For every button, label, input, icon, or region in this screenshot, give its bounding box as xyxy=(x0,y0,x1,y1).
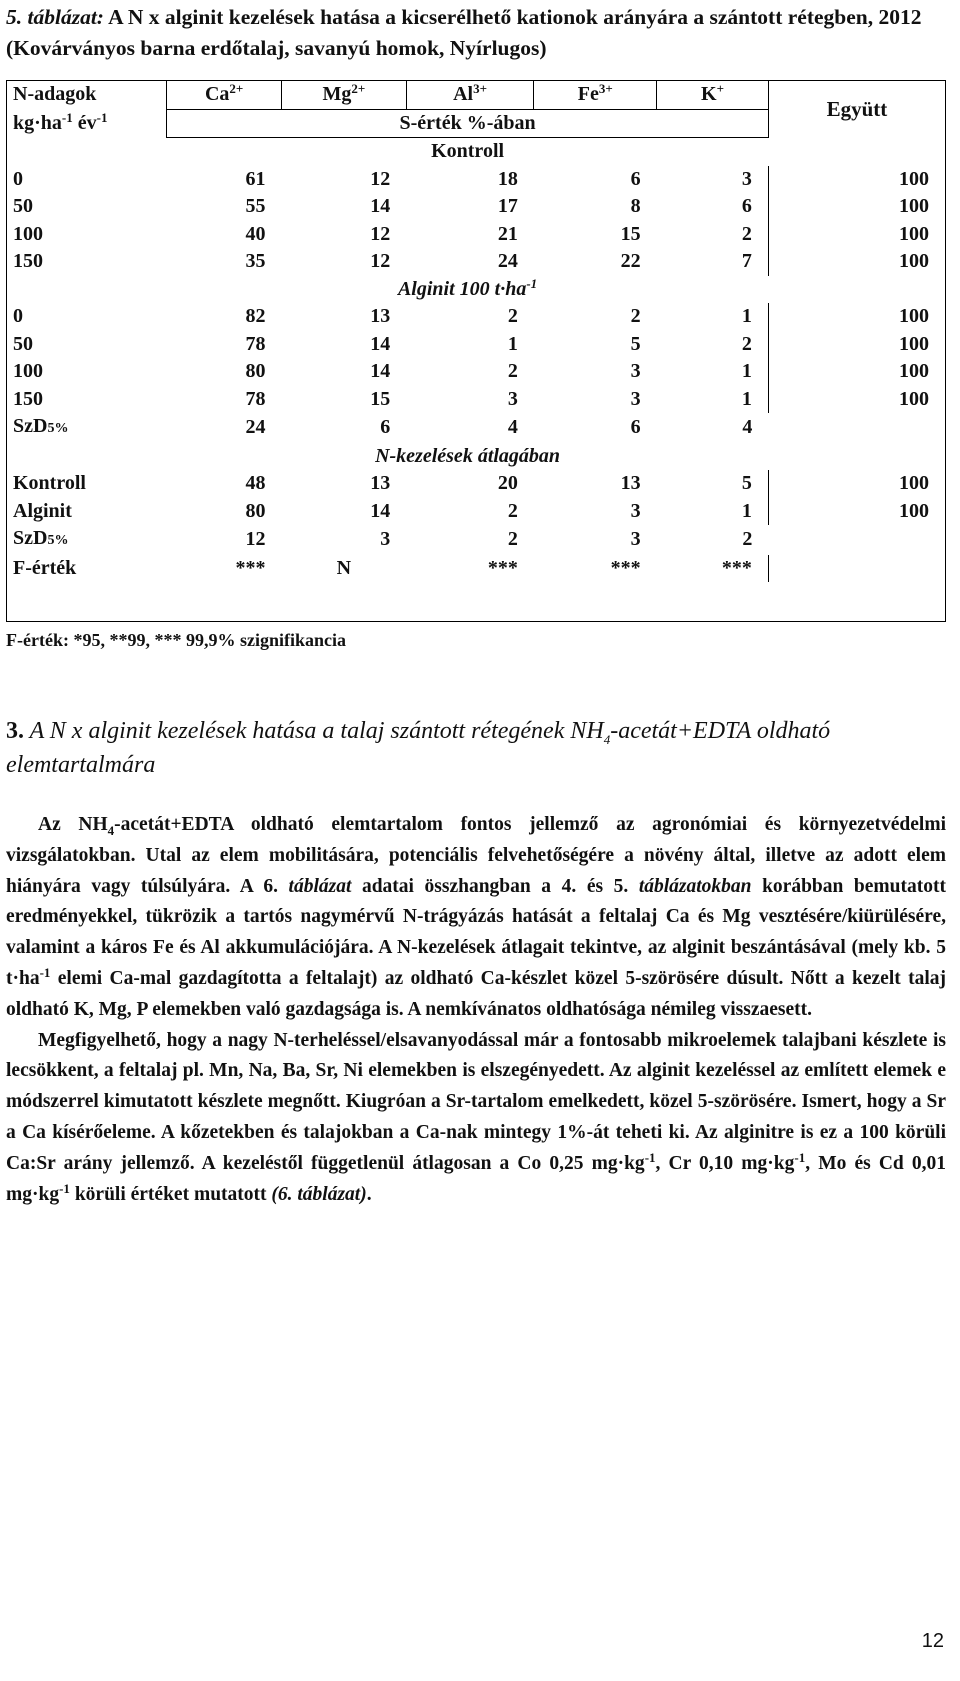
table-cell: 6 xyxy=(741,195,752,217)
table-cell-sum: 100 xyxy=(768,386,945,414)
table-cell-sum: 100 xyxy=(768,303,945,331)
table-row-label: 100 xyxy=(13,222,43,245)
table-cell: 5 xyxy=(741,472,752,494)
table-cell: 1 xyxy=(741,499,752,522)
szd-row-2 xyxy=(7,525,945,555)
table-cell: 14 xyxy=(370,195,391,217)
table-cell: 14 xyxy=(370,360,391,382)
paragraph-2: Megfigyelhető, hogy a nagy N-terheléssel/elsavanyodással már a fontosabb mikroelemek talajbani készlete is lecsökkent, a feltalaj pl. Mn, Na, Ba, Sr, Ni elemekben is elszegényedett. Az alginit kezeléssel az említett elemek e módszerrel kimutatott készlete megnőtt. Kiugróan a Sr-tartalom emelkedett, közel 5-szörösére. Ismert, hogy a Sr a Ca kísérőeleme. A kőzetekben és talajokban a Ca-nak mintegy 1%-át teheti ki. Az alginitre is ez a 100 körüli Ca:Sr arány jellemző. A kezeléstől függetlenül átlagosan a Co 0,25 $mg\cdot kg^{-1}$, Cr 0,10 $mg\cdot kg^{-1}$, Mo és Cd 0,01 $mg\cdot kg^{-1}$ körüli értéket mutatott (6. táblázat). xyxy=(6,1029,946,1205)
table-cell: 4 xyxy=(742,416,753,438)
header-together: Együtt xyxy=(768,81,945,138)
szd-label: SzD5% xyxy=(13,415,69,437)
f-value-label: F-érték xyxy=(13,556,77,579)
table-cell: 82 xyxy=(245,305,266,327)
table-caption-label: 5. táblázat: xyxy=(6,5,104,29)
table-cell: 15 xyxy=(620,222,641,245)
table-row-label: Kontroll xyxy=(13,472,86,494)
table-cell: 3 xyxy=(630,499,641,522)
header-s-value: S-érték %-ában xyxy=(167,109,769,138)
table-cell: 2 xyxy=(630,305,641,327)
table-row-label: 100 xyxy=(13,360,43,382)
paragraph-1: Az $NH_4-acetát+EDTA$ oldható elemtartalom fontos jellemző az agronómiai és környezetvédelmi vizsgálatokban. Utal az elem mobilitására, potenciális felvehetőségére a növény által, illetve az adott elem hiányára vagy túlsúlyára. A 6. táblázat adatai összhangban a 4. és 5. táblázatokban korábban bemutatott eredményekkel, tükrözik a tartós nagymérvű N-trágyázás hatását a feltalaj Ca és Mg vesztésére/kiürülésére, valamint a káros Fe és Al akkumulációjára. A N-kezelések átlagait tekintve, az alginit beszántásával (mely kb. 5 $t\cdot ha^{-1}$ elemi Ca-mal gazdagította a feltalajt) az oldható Ca-készlet közel 5-szörösére dúsult. Nőtt a kezelt talaj oldható K, Mg, P elemekben való gazdagsága is. A nemkívánatos oldhatósága némileg visszaesett. xyxy=(6,814,946,1020)
table-cell-sum: 100 xyxy=(768,358,945,386)
header-n-label: N-adagok xyxy=(13,83,97,106)
table-cell: 17 xyxy=(497,195,518,217)
table-cell: 3 xyxy=(741,167,752,190)
kontroll-rows xyxy=(7,166,945,276)
section-average-label: N-kezelések átlagában xyxy=(375,444,561,467)
table-row xyxy=(7,193,945,221)
table-cell: 5 xyxy=(630,332,641,355)
section-kontroll-label: Kontroll xyxy=(167,138,769,166)
table-cell-sum: 100 xyxy=(768,498,945,526)
table-cell-sum: 100 xyxy=(768,248,945,276)
table-row-label: 0 xyxy=(13,305,23,327)
szd-row-1 xyxy=(7,413,945,443)
alginit-rows xyxy=(7,303,945,413)
table-cell: 7 xyxy=(741,250,752,272)
table-cell: 1 xyxy=(741,305,752,327)
szd-label: SzD5% xyxy=(13,527,69,549)
table-cell: 80 xyxy=(245,499,266,522)
table-cell: 55 xyxy=(245,195,266,217)
table-cell: 24 xyxy=(245,416,266,438)
table-cell: 14 xyxy=(370,499,391,522)
table-cell: 3 xyxy=(630,528,641,550)
table-cell: 8 xyxy=(630,195,641,217)
table-cell: 12 xyxy=(370,222,391,245)
table-cell: 21 xyxy=(497,222,518,245)
table-cell: *** xyxy=(487,556,518,579)
table-cell-sum: 100 xyxy=(768,193,945,221)
header-al: $Al^{3+}$ xyxy=(406,81,534,109)
table-row xyxy=(7,303,945,331)
table-cell: 13 xyxy=(370,305,391,327)
table-cell: 2 xyxy=(741,222,752,245)
table-row xyxy=(7,221,945,249)
section-alginit xyxy=(7,276,945,304)
table-cell: 80 xyxy=(245,360,266,382)
header-row-cations xyxy=(7,81,945,109)
section-alginit-label: Alginit 100 $t\cdot ha^{-1}$ xyxy=(397,275,538,300)
section-average xyxy=(7,443,945,471)
table-cell: 13 xyxy=(620,472,641,494)
table-cell: 78 xyxy=(245,387,266,410)
page-number: 12 xyxy=(921,1630,944,1652)
section-heading: 3. A N x alginit kezelések hatása a talaj szántott rétegének $NH_4-acetát+EDTA$ oldható elemtartalmára xyxy=(6,718,831,778)
table-cell: 35 xyxy=(245,250,266,272)
table-cell: 1 xyxy=(507,332,518,355)
table-cell: 3 xyxy=(630,387,641,410)
table-cell: 3 xyxy=(507,387,518,410)
table-cell: *** xyxy=(721,556,752,579)
table-cell-sum: 100 xyxy=(768,331,945,359)
table-cell: N xyxy=(336,556,352,579)
table-cell: 2 xyxy=(507,360,518,382)
header-mg: $Mg^{2+}$ xyxy=(282,81,407,109)
header-k: K+ xyxy=(657,81,769,109)
table-row xyxy=(7,331,945,359)
data-table xyxy=(6,80,946,622)
table-cell: 40 xyxy=(245,222,266,245)
header-fe: $Fe^{3+}$ xyxy=(534,81,657,109)
table-cell: 2 xyxy=(507,305,518,327)
table-cell: 14 xyxy=(370,332,391,355)
table-row xyxy=(7,386,945,414)
table-cell: 48 xyxy=(245,472,266,494)
table-row-label: 50 xyxy=(13,332,33,355)
table-cell: 78 xyxy=(245,332,266,355)
table-cell: 3 xyxy=(380,528,391,550)
table-cell: 12 xyxy=(370,167,391,190)
table-cell: 12 xyxy=(245,528,266,550)
header-n-unit: $kg\cdot ha^{-1}$ $év^{-1}$ xyxy=(13,109,108,134)
table-row xyxy=(7,166,945,194)
table-cell: 22 xyxy=(620,250,641,272)
table-cell: 2 xyxy=(507,499,518,522)
table-cell: 6 xyxy=(630,167,641,190)
table-cell: 61 xyxy=(245,167,266,190)
table-cell: 4 xyxy=(507,416,518,438)
table-footnote: F-érték: *95, **99, *** 99,9% szignifikancia xyxy=(6,630,346,650)
table-cell: 13 xyxy=(370,472,391,494)
table-caption-text: A N x alginit kezelések hatása a kicserélhető kationok arányára a szántott rétegben, 2012 (Kovárványos barna erdőtalaj, savanyú homok, Nyírlugos) xyxy=(6,5,922,60)
table-cell: 3 xyxy=(630,360,641,382)
table-row-label: 150 xyxy=(13,387,43,410)
table-cell: 24 xyxy=(497,250,518,272)
body-text xyxy=(6,810,946,1210)
header-ca: $Ca^{2+}$ xyxy=(167,81,282,109)
table-row xyxy=(7,248,945,276)
table-row-label: 0 xyxy=(13,167,23,190)
table-cell: 6 xyxy=(630,416,641,438)
table-cell: 2 xyxy=(507,528,518,550)
section-kontroll xyxy=(7,138,945,166)
f-value-row xyxy=(7,555,945,583)
table-cell-sum: 100 xyxy=(768,221,945,249)
table-cell: 6 xyxy=(380,416,391,438)
table-cell: 12 xyxy=(370,250,391,272)
table-cell: *** xyxy=(235,556,266,579)
table-cell: *** xyxy=(610,556,641,579)
table-row-label: 50 xyxy=(13,195,33,217)
table-cell: 1 xyxy=(741,360,752,382)
table-row-label: Alginit xyxy=(13,499,72,522)
table-row xyxy=(7,470,945,498)
table-cell: 15 xyxy=(370,387,391,410)
table-cell: 20 xyxy=(497,472,518,494)
table-caption xyxy=(6,2,946,64)
table-cell: 18 xyxy=(497,167,518,190)
table-row xyxy=(7,498,945,526)
average-rows xyxy=(7,470,945,525)
table-row xyxy=(7,358,945,386)
table-cell-sum: 100 xyxy=(768,470,945,498)
table-cell: 2 xyxy=(742,528,753,550)
table-row-label: 150 xyxy=(13,250,43,272)
table-cell-sum: 100 xyxy=(768,166,945,194)
table-cell: 2 xyxy=(741,332,752,355)
table-cell: 1 xyxy=(741,387,752,410)
